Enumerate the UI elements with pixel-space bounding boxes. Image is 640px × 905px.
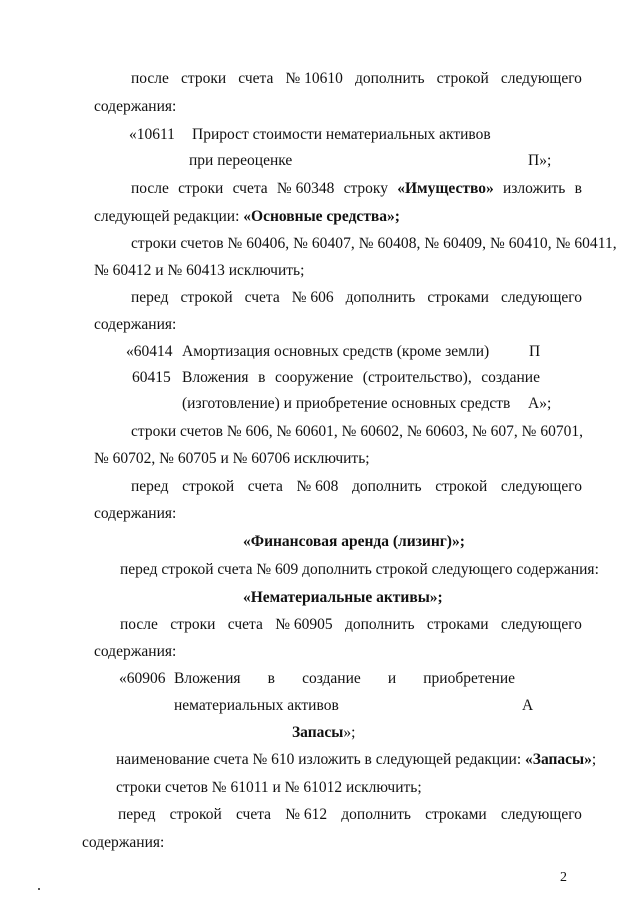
scan-speck: [38, 888, 40, 890]
para-line-6: следующей редакции: «Основные средства»;: [94, 208, 400, 225]
account-type: П: [529, 343, 541, 360]
account-code: «60414: [126, 343, 173, 360]
para-line-21: после строки счета № 60905 дополнить строками следующего: [120, 616, 582, 633]
para-line-29: содержания:: [82, 834, 165, 851]
account-name: Вложения в создание и приобретение: [174, 670, 515, 687]
para-line-1: после строки счета № 10610 дополнить строкой следующего: [131, 70, 582, 87]
account-name: Прирост стоимости нематериальных активов: [192, 126, 491, 143]
account-type: А»;: [528, 395, 552, 412]
para-line-8: № 60412 и № 60413 исключить;: [94, 262, 305, 279]
para-line-5: после строки счета № 60348 строку «Имущество» изложить в: [131, 180, 582, 197]
account-heading: «Нематериальные активы»;: [243, 589, 443, 606]
para-line-17: содержания:: [94, 505, 177, 522]
account-heading: Запасы»;: [292, 724, 356, 741]
account-name: Амортизация основных средств (кроме земли): [182, 343, 490, 360]
account-code: «60906: [119, 670, 166, 687]
para-line-22: содержания:: [94, 643, 177, 660]
account-name-cont: нематериальных активов: [174, 697, 339, 714]
para-line-27: строки счетов № 61011 и № 61012 исключить;: [116, 779, 422, 796]
account-name-cont: при переоценке: [189, 152, 293, 169]
para-line-9: перед строкой счета № 606 дополнить строками следующего: [131, 289, 582, 306]
para-line-2: содержания:: [94, 98, 177, 115]
para-line-10: содержания:: [94, 316, 177, 333]
account-name: Вложения в сооружение (строительство), создание: [182, 369, 540, 386]
account-heading: «Финансовая аренда (лизинг)»;: [243, 533, 465, 550]
account-code: 60415: [132, 369, 171, 386]
para-line-19: перед строкой счета № 609 дополнить строкой следующего содержания:: [120, 561, 599, 578]
para-line-7: строки счетов № 60406, № 60407, № 60408, № 60409, № 60410, № 60411,: [131, 235, 617, 252]
account-name-cont: (изготовление) и приобретение основных средств: [182, 395, 511, 412]
para-line-16: перед строкой счета № 608 дополнить строкой следующего: [131, 478, 582, 495]
account-type: П»;: [528, 152, 552, 169]
para-line-15: № 60702, № 60705 и № 60706 исключить;: [94, 450, 370, 467]
para-line-26: наименование счета № 610 изложить в следующей редакции: «Запасы»;: [116, 751, 597, 768]
account-code: «10611: [129, 126, 175, 143]
account-type: А: [522, 697, 534, 714]
para-line-28: перед строкой счета № 612 дополнить строками следующего: [118, 806, 582, 823]
para-line-14: строки счетов № 606, № 60601, № 60602, № 60603, № 607, № 60701,: [131, 423, 583, 440]
page-number: 2: [560, 870, 567, 885]
